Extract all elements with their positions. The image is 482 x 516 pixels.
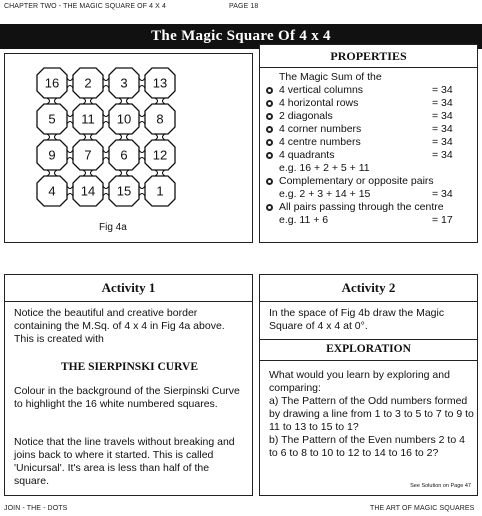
bullet-icon <box>266 126 273 133</box>
curve-link <box>67 78 73 88</box>
magic-number: 14 <box>80 183 96 199</box>
properties-intro: The Magic Sum of the <box>279 71 382 83</box>
property-centre-value: = 34 <box>432 136 453 148</box>
property-diagonals: 2 diagonals <box>279 110 333 122</box>
curve-link <box>155 170 165 176</box>
figure-box <box>4 53 253 243</box>
curve-link <box>139 150 145 160</box>
activity1-heading: Activity 1 <box>5 275 252 302</box>
property-corners: 4 corner numbers <box>279 123 362 135</box>
property-centre: 4 centre numbers <box>279 136 361 148</box>
solution-note: See Solution on Page 47 <box>410 483 471 489</box>
property-diagonals-value: = 34 <box>432 110 453 122</box>
complementary-example: e.g. 2 + 3 + 14 + 15 <box>279 188 371 200</box>
property-rows: 4 horizontal rows <box>279 97 359 109</box>
footer-right: THE ART OF MAGIC SQUARES <box>370 505 475 512</box>
magic-number: 9 <box>48 147 56 163</box>
property-centre-pairs: All pairs passing through the centre <box>279 201 444 213</box>
activity1-para3: Notice that the line travels without breaking and joins back to where it started. This is called 'Unicursal'. It's area is less than half of the square. <box>14 436 235 487</box>
curve-link <box>139 186 145 196</box>
sierpinski-curve-figure <box>34 65 184 215</box>
magic-number: 2 <box>84 75 92 91</box>
property-corners-value: = 34 <box>432 123 453 135</box>
bullet-icon <box>266 87 273 94</box>
exploration-text: What would you learn by exploring and comparing: <box>269 369 450 394</box>
magic-number: 7 <box>84 147 92 163</box>
bullet-icon <box>266 178 273 185</box>
curve-link <box>155 134 165 140</box>
activity1-para2: Colour in the background of the Sierpinski Curve to highlight the 16 white numbered squares. <box>14 385 240 410</box>
footer-left: JOIN - THE - DOTS <box>4 505 68 512</box>
magic-number: 5 <box>48 111 56 127</box>
curve-link <box>139 114 145 124</box>
curve-link <box>83 134 93 140</box>
centre-pairs-value: = 17 <box>432 214 453 226</box>
exploration-heading: EXPLORATION <box>326 343 411 355</box>
curve-link <box>47 134 57 140</box>
curve-link <box>119 134 129 140</box>
activity1-subheading: THE SIERPINSKI CURVE <box>61 361 198 373</box>
curve-link <box>83 98 93 104</box>
curve-link <box>103 114 109 124</box>
curve-link <box>67 186 73 196</box>
curve-link <box>47 98 57 104</box>
page-title: The Magic Square Of 4 x 4 <box>0 24 482 49</box>
magic-number: 13 <box>152 75 168 91</box>
curve-link <box>67 150 73 160</box>
bullet-icon <box>266 152 273 159</box>
curve-link <box>119 170 129 176</box>
section-divider <box>260 339 477 340</box>
property-columns-value: = 34 <box>432 84 453 96</box>
section-divider <box>260 360 477 361</box>
bullet-icon <box>266 204 273 211</box>
centre-pairs-example: e.g. 11 + 6 <box>279 214 329 226</box>
exploration-item-b: b) The Pattern of the Even numbers 2 to 4 to 6 to 8 to 10 to 12 to 14 to 16 to 2? <box>269 434 465 459</box>
properties-heading: PROPERTIES <box>260 45 477 68</box>
curve-link <box>119 98 129 104</box>
page-number: PAGE 18 <box>229 3 259 10</box>
curve-link <box>103 150 109 160</box>
properties-box <box>259 44 478 243</box>
bullet-icon <box>266 139 273 146</box>
magic-number: 3 <box>120 75 128 91</box>
complementary-value: = 34 <box>432 188 453 200</box>
activity2-box <box>259 274 478 496</box>
curve-link <box>103 186 109 196</box>
exploration-item-a: a) The Pattern of the Odd numbers formed by drawing a line from 1 to 3 to 5 to 7 to 9 to 11 to 13 to 15 to 1? <box>269 395 474 433</box>
activity2-text: In the space of Fig 4b draw the Magic Square of 4 x 4 at 0°. <box>269 307 445 332</box>
curve-link <box>155 98 165 104</box>
figure-caption: Fig 4a <box>99 222 127 233</box>
property-quadrants: 4 quadrants <box>279 149 335 161</box>
curve-link <box>67 114 73 124</box>
magic-number: 8 <box>156 111 164 127</box>
property-quadrants-value: = 34 <box>432 149 453 161</box>
chapter-header: CHAPTER TWO - THE MAGIC SQUARE OF 4 X 4 <box>4 3 166 10</box>
magic-number: 4 <box>48 183 56 199</box>
bullet-icon <box>266 100 273 107</box>
activity1-box <box>4 274 253 496</box>
activity1-para1: Notice the beautiful and creative border containing the M.Sq. of 4 x 4 in Fig 4a above. This is created with <box>14 307 225 345</box>
quadrant-example: e.g. 16 + 2 + 5 + 11 <box>279 162 370 174</box>
magic-number: 12 <box>152 147 168 163</box>
magic-number: 11 <box>81 111 95 127</box>
magic-number: 10 <box>116 111 132 127</box>
magic-number: 1 <box>156 183 164 199</box>
curve-link <box>139 78 145 88</box>
curve-link <box>103 78 109 88</box>
property-rows-value: = 34 <box>432 97 453 109</box>
curve-link <box>47 170 57 176</box>
curve-link <box>83 170 93 176</box>
bullet-icon <box>266 113 273 120</box>
property-complementary: Complementary or opposite pairs <box>279 175 434 187</box>
activity2-heading: Activity 2 <box>260 275 477 302</box>
magic-number: 15 <box>116 183 132 199</box>
magic-number: 6 <box>120 147 128 163</box>
magic-number: 16 <box>44 75 60 91</box>
property-columns: 4 vertical columns <box>279 84 364 96</box>
